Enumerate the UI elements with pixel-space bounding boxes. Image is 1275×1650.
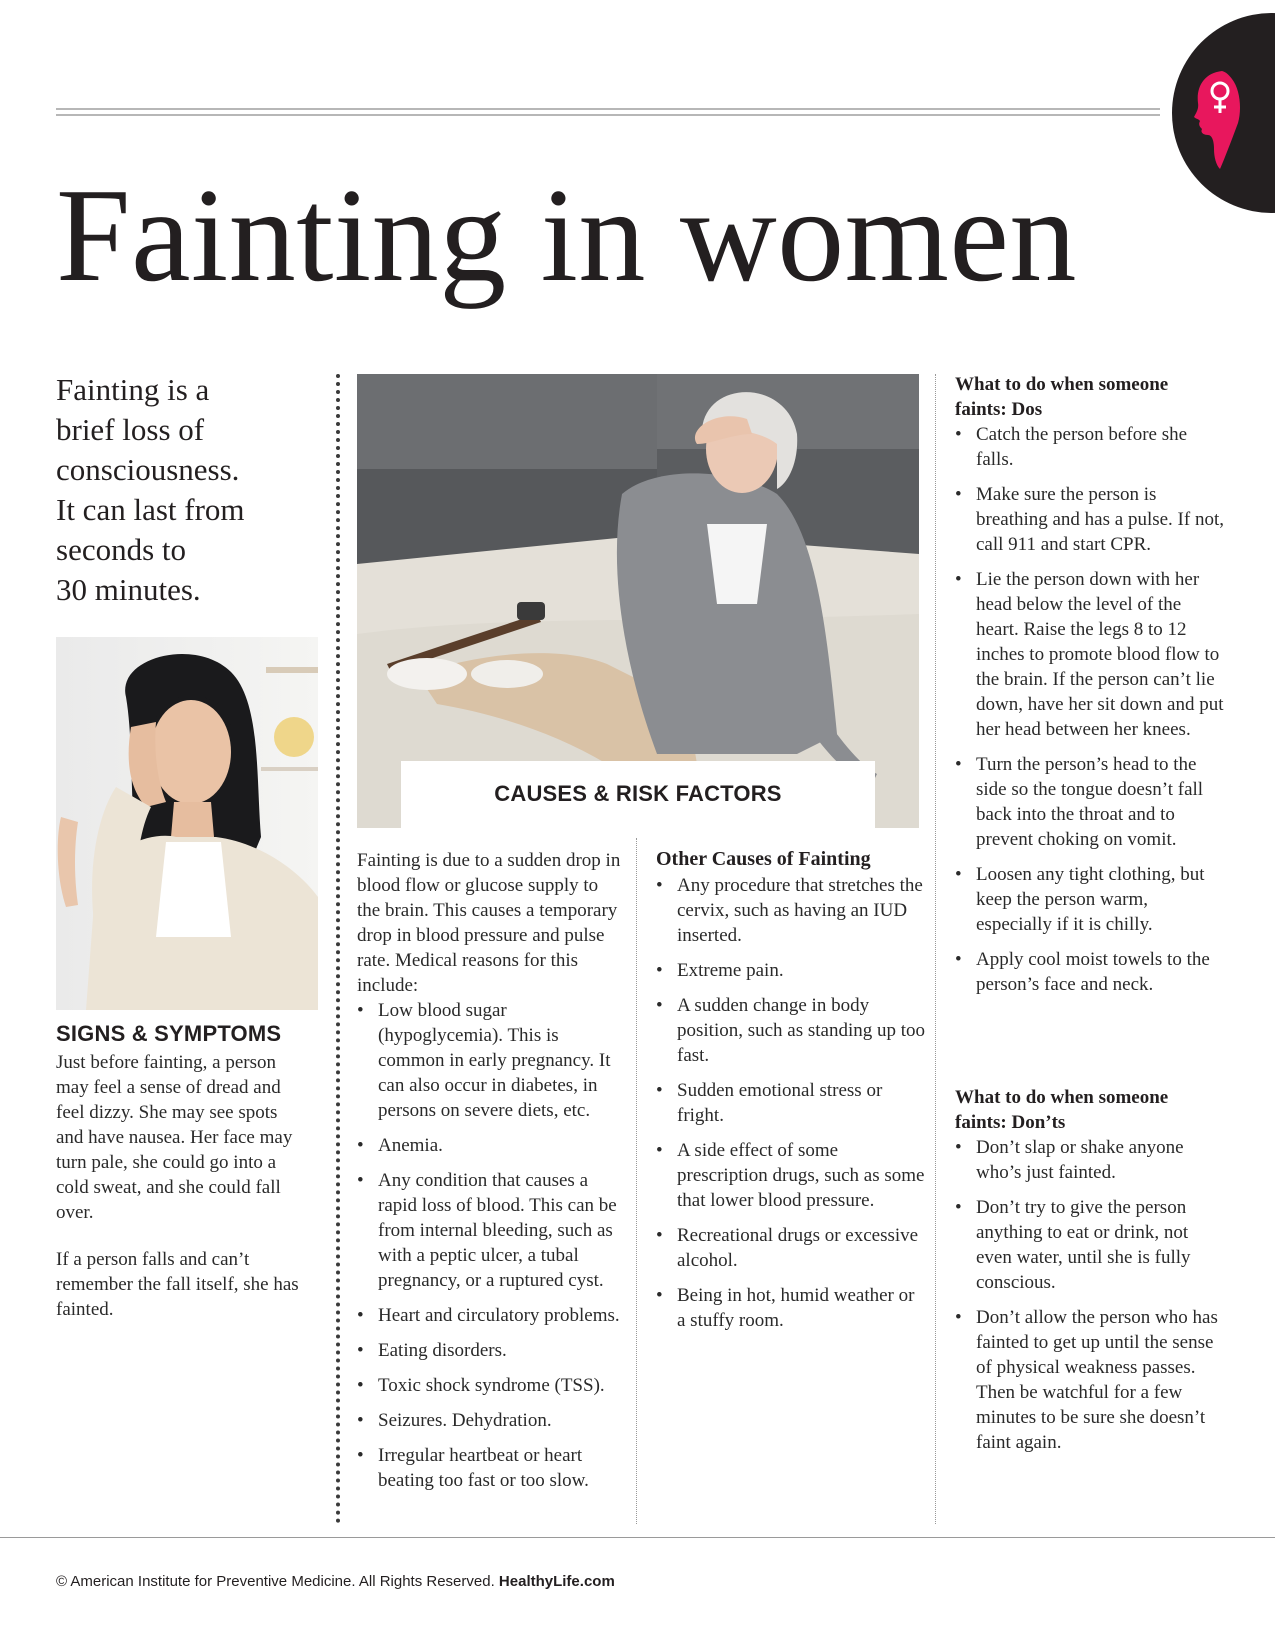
list-item: • A side effect of some prescription drugs, such as some that lower blood pressure. bbox=[656, 1138, 926, 1213]
signs-paragraph-fainted: If a person falls and can’t remember the fall itself, she has fainted. bbox=[56, 1249, 299, 1320]
list-item: • Heart and circulatory problems. bbox=[357, 1303, 629, 1328]
list-item: • Being in hot, humid weather or a stuffy room. bbox=[656, 1283, 926, 1333]
copyright-text: © American Institute for Preventive Medicine. All Rights Reserved. bbox=[56, 1573, 495, 1590]
footer-rule bbox=[0, 1537, 1275, 1538]
column-divider bbox=[636, 838, 637, 1524]
photo-dizzy-woman bbox=[56, 637, 318, 1010]
list-item: • Loosen any tight clothing, but keep the person warm, especially if it is chilly. bbox=[955, 862, 1225, 937]
intro-line: consciousness. bbox=[56, 452, 240, 487]
list-item: • Toxic shock syndrome (TSS). bbox=[357, 1373, 629, 1398]
intro-line: brief loss of bbox=[56, 412, 205, 447]
intro-text bbox=[56, 370, 336, 610]
causes-intro: Fainting is due to a sudden drop in blood flow or glucose supply to the brain. This causes a temporary drop in blood pressure and pulse rate. Medical reasons for this include: bbox=[357, 850, 621, 996]
signs-heading: SIGNS & SYMPTOMS bbox=[56, 1021, 282, 1046]
photo-older-woman-fallen bbox=[357, 374, 919, 828]
list-item: • Apply cool moist towels to the person’s face and neck. bbox=[955, 947, 1225, 997]
intro-line: Fainting is a bbox=[56, 372, 210, 407]
female-symbol-head-icon bbox=[1192, 69, 1242, 169]
list-item: • Any condition that causes a rapid loss of blood. This can be from internal bleeding, such as with a peptic ulcer, a tubal pregnancy, or a ruptured cyst. bbox=[357, 1168, 629, 1293]
header-rule-bottom bbox=[56, 114, 1160, 116]
list-item: • Any procedure that stretches the cervix, such as having an IUD inserted. bbox=[656, 873, 926, 948]
list-item: • Eating disorders. bbox=[357, 1338, 629, 1363]
list-item: • Anemia. bbox=[357, 1133, 629, 1158]
donts-heading: What to do when someone faints: Don’ts bbox=[955, 1087, 1169, 1133]
list-item: • Don’t slap or shake anyone who’s just fainted. bbox=[955, 1135, 1225, 1185]
list-item: • Don’t try to give the person anything to eat or drink, not even water, until she is fully conscious. bbox=[955, 1195, 1225, 1295]
causes-list bbox=[357, 998, 629, 1503]
other-causes-list bbox=[656, 873, 926, 1343]
list-item: • Low blood sugar (hypoglycemia). This is common in early pregnancy. It can also occur in diabetes, in persons on severe diets, etc. bbox=[357, 998, 629, 1123]
website-link[interactable]: HealthyLife.com bbox=[498, 1573, 615, 1590]
list-item: • Irregular heartbeat or heart beating too fast or too slow. bbox=[357, 1443, 629, 1493]
list-item: • Recreational drugs or excessive alcohol. bbox=[656, 1223, 926, 1273]
list-item: • Don’t allow the person who has fainted to get up until the sense of physical weakness passes. Then be watchful for a few minutes to be sure she doesn’t faint again. bbox=[955, 1305, 1225, 1455]
list-item: • Make sure the person is breathing and has a pulse. If not, call 911 and start CPR. bbox=[955, 482, 1225, 557]
page-title: Fainting in women bbox=[56, 161, 1077, 309]
signs-paragraph: Just before fainting, a person may feel a sense of dread and feel dizzy. She may see spots and have nausea. Her face may turn pale, she could go into a cold sweat, and she could fall over. bbox=[56, 1052, 293, 1223]
list-item: • Lie the person down with her head below the level of the heart. Raise the legs 8 to 12 inches to promote blood flow to the brain. If the person can’t lie down, have her sit down and put her head between her knees. bbox=[955, 567, 1225, 742]
intro-line: It can last from bbox=[56, 492, 245, 527]
list-item: • Sudden emotional stress or fright. bbox=[656, 1078, 926, 1128]
intro-line: seconds to bbox=[56, 532, 187, 567]
dos-list bbox=[955, 422, 1225, 1007]
list-item: • Extreme pain. bbox=[656, 958, 926, 983]
column-divider bbox=[935, 374, 936, 1524]
header-rule-top bbox=[56, 108, 1160, 110]
list-item: • Seizures. Dehydration. bbox=[357, 1408, 629, 1433]
column-divider-dotted bbox=[336, 374, 340, 1524]
intro-line: 30 minutes. bbox=[56, 572, 201, 607]
other-causes-heading: Other Causes of Fainting bbox=[656, 848, 871, 870]
dos-heading: What to do when someone faints: Dos bbox=[955, 374, 1169, 420]
causes-heading: CAUSES & RISK FACTORS bbox=[494, 781, 782, 806]
list-item: • Turn the person’s head to the side so the tongue doesn’t fall back into the throat and to prevent choking on vomit. bbox=[955, 752, 1225, 852]
footer bbox=[56, 1573, 615, 1590]
list-item: • Catch the person before she falls. bbox=[955, 422, 1225, 472]
list-item: • A sudden change in body position, such as standing up too fast. bbox=[656, 993, 926, 1068]
brand-logo bbox=[1172, 13, 1275, 213]
donts-list bbox=[955, 1135, 1225, 1465]
